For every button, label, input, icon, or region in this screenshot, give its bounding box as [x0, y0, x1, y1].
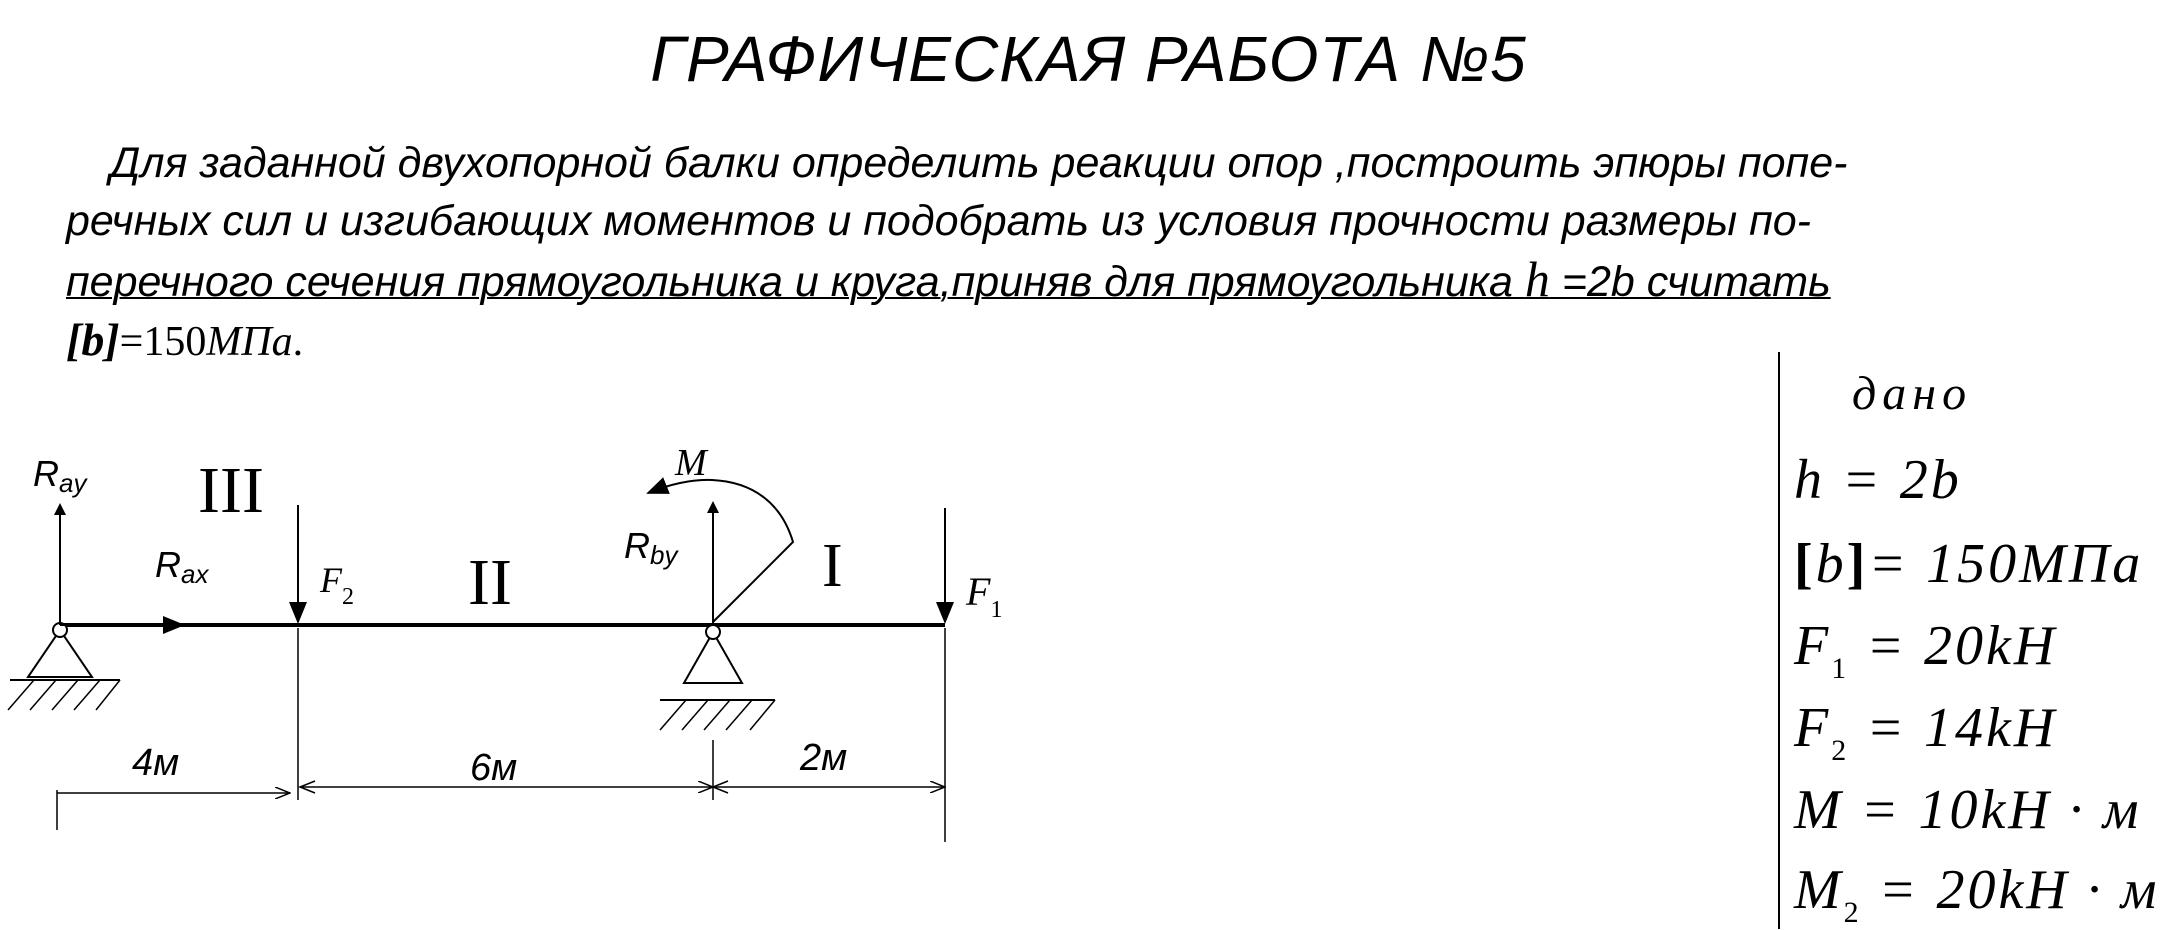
given-row-m2 — [1794, 858, 2159, 930]
dimension-label-1: 4м — [132, 742, 180, 784]
moment-label: M — [675, 442, 707, 484]
task-line-3-text: перечного сечения прямоугольника и круга,приняв для прямоугольника — [66, 258, 1525, 306]
task-bracket-open: [ — [66, 314, 82, 365]
task-stress-value: =150 — [119, 319, 207, 365]
given-row-f2 — [1794, 696, 2057, 768]
task-bracket-close: ] — [104, 314, 120, 365]
given-row-m: M = 10kH · м — [1794, 779, 2142, 841]
given-f2-symbol: F — [1794, 697, 1832, 759]
given-m2-symbol: M — [1794, 859, 1844, 921]
given-row-f1 — [1794, 614, 2057, 686]
given-m2-sub: 2 — [1843, 896, 1862, 929]
given-bracket-close: ] — [1846, 533, 1869, 595]
given-stress-value: = 150МПа — [1868, 533, 2144, 595]
reaction-by-label: Rby — [624, 525, 678, 570]
given-b-symbol: b — [1815, 533, 1847, 595]
dimension-extension-lines — [57, 628, 945, 842]
task-line-3-end: =2b считать — [1549, 258, 1831, 306]
task-line-2: речных сил и изгибающих моментов и подобрать из условия прочности размеры по- — [66, 197, 1811, 245]
given-f1-sub: 1 — [1831, 652, 1850, 685]
task-h-symbol: h — [1524, 251, 1550, 307]
reaction-ay-label: Ray — [33, 453, 87, 498]
given-f2-sub: 2 — [1831, 734, 1850, 767]
section-3-label: III — [198, 454, 264, 527]
task-end-dot: . — [292, 319, 304, 365]
dimension-label-2: 6м — [470, 747, 518, 789]
given-f1-symbol: F — [1794, 615, 1832, 677]
task-line-1: Для заданной двухопорной балки определить реакции опор ,построить эпюры попе- — [110, 139, 1848, 187]
force-1-label: $F_1$ — [966, 569, 1003, 623]
force-2-label: $F_2$ — [320, 560, 354, 610]
dimension-label-3: 2м — [800, 737, 848, 779]
section-2-label: II — [468, 546, 512, 619]
given-m2-value: = 20kH · м — [1861, 859, 2160, 921]
page-title: ГРАФИЧЕСКАЯ РАБОТА №5 — [650, 23, 1527, 95]
given-f2-value: = 14kH — [1849, 697, 2058, 759]
given-header: дано — [1852, 367, 1973, 420]
given-f1-value: = 20kH — [1849, 615, 2058, 677]
given-bracket-open: [ — [1794, 533, 1816, 595]
task-stress-unit: МПа — [206, 319, 293, 365]
reaction-ax-label: Rax — [155, 544, 209, 589]
section-1-label: I — [822, 532, 843, 600]
given-panel — [1778, 352, 2175, 929]
support-a — [8, 623, 120, 710]
task-b-symbol: b — [81, 314, 105, 365]
support-b — [660, 625, 775, 730]
given-row-h: h = 2b — [1794, 449, 1962, 511]
given-row-stress — [1794, 532, 2143, 596]
